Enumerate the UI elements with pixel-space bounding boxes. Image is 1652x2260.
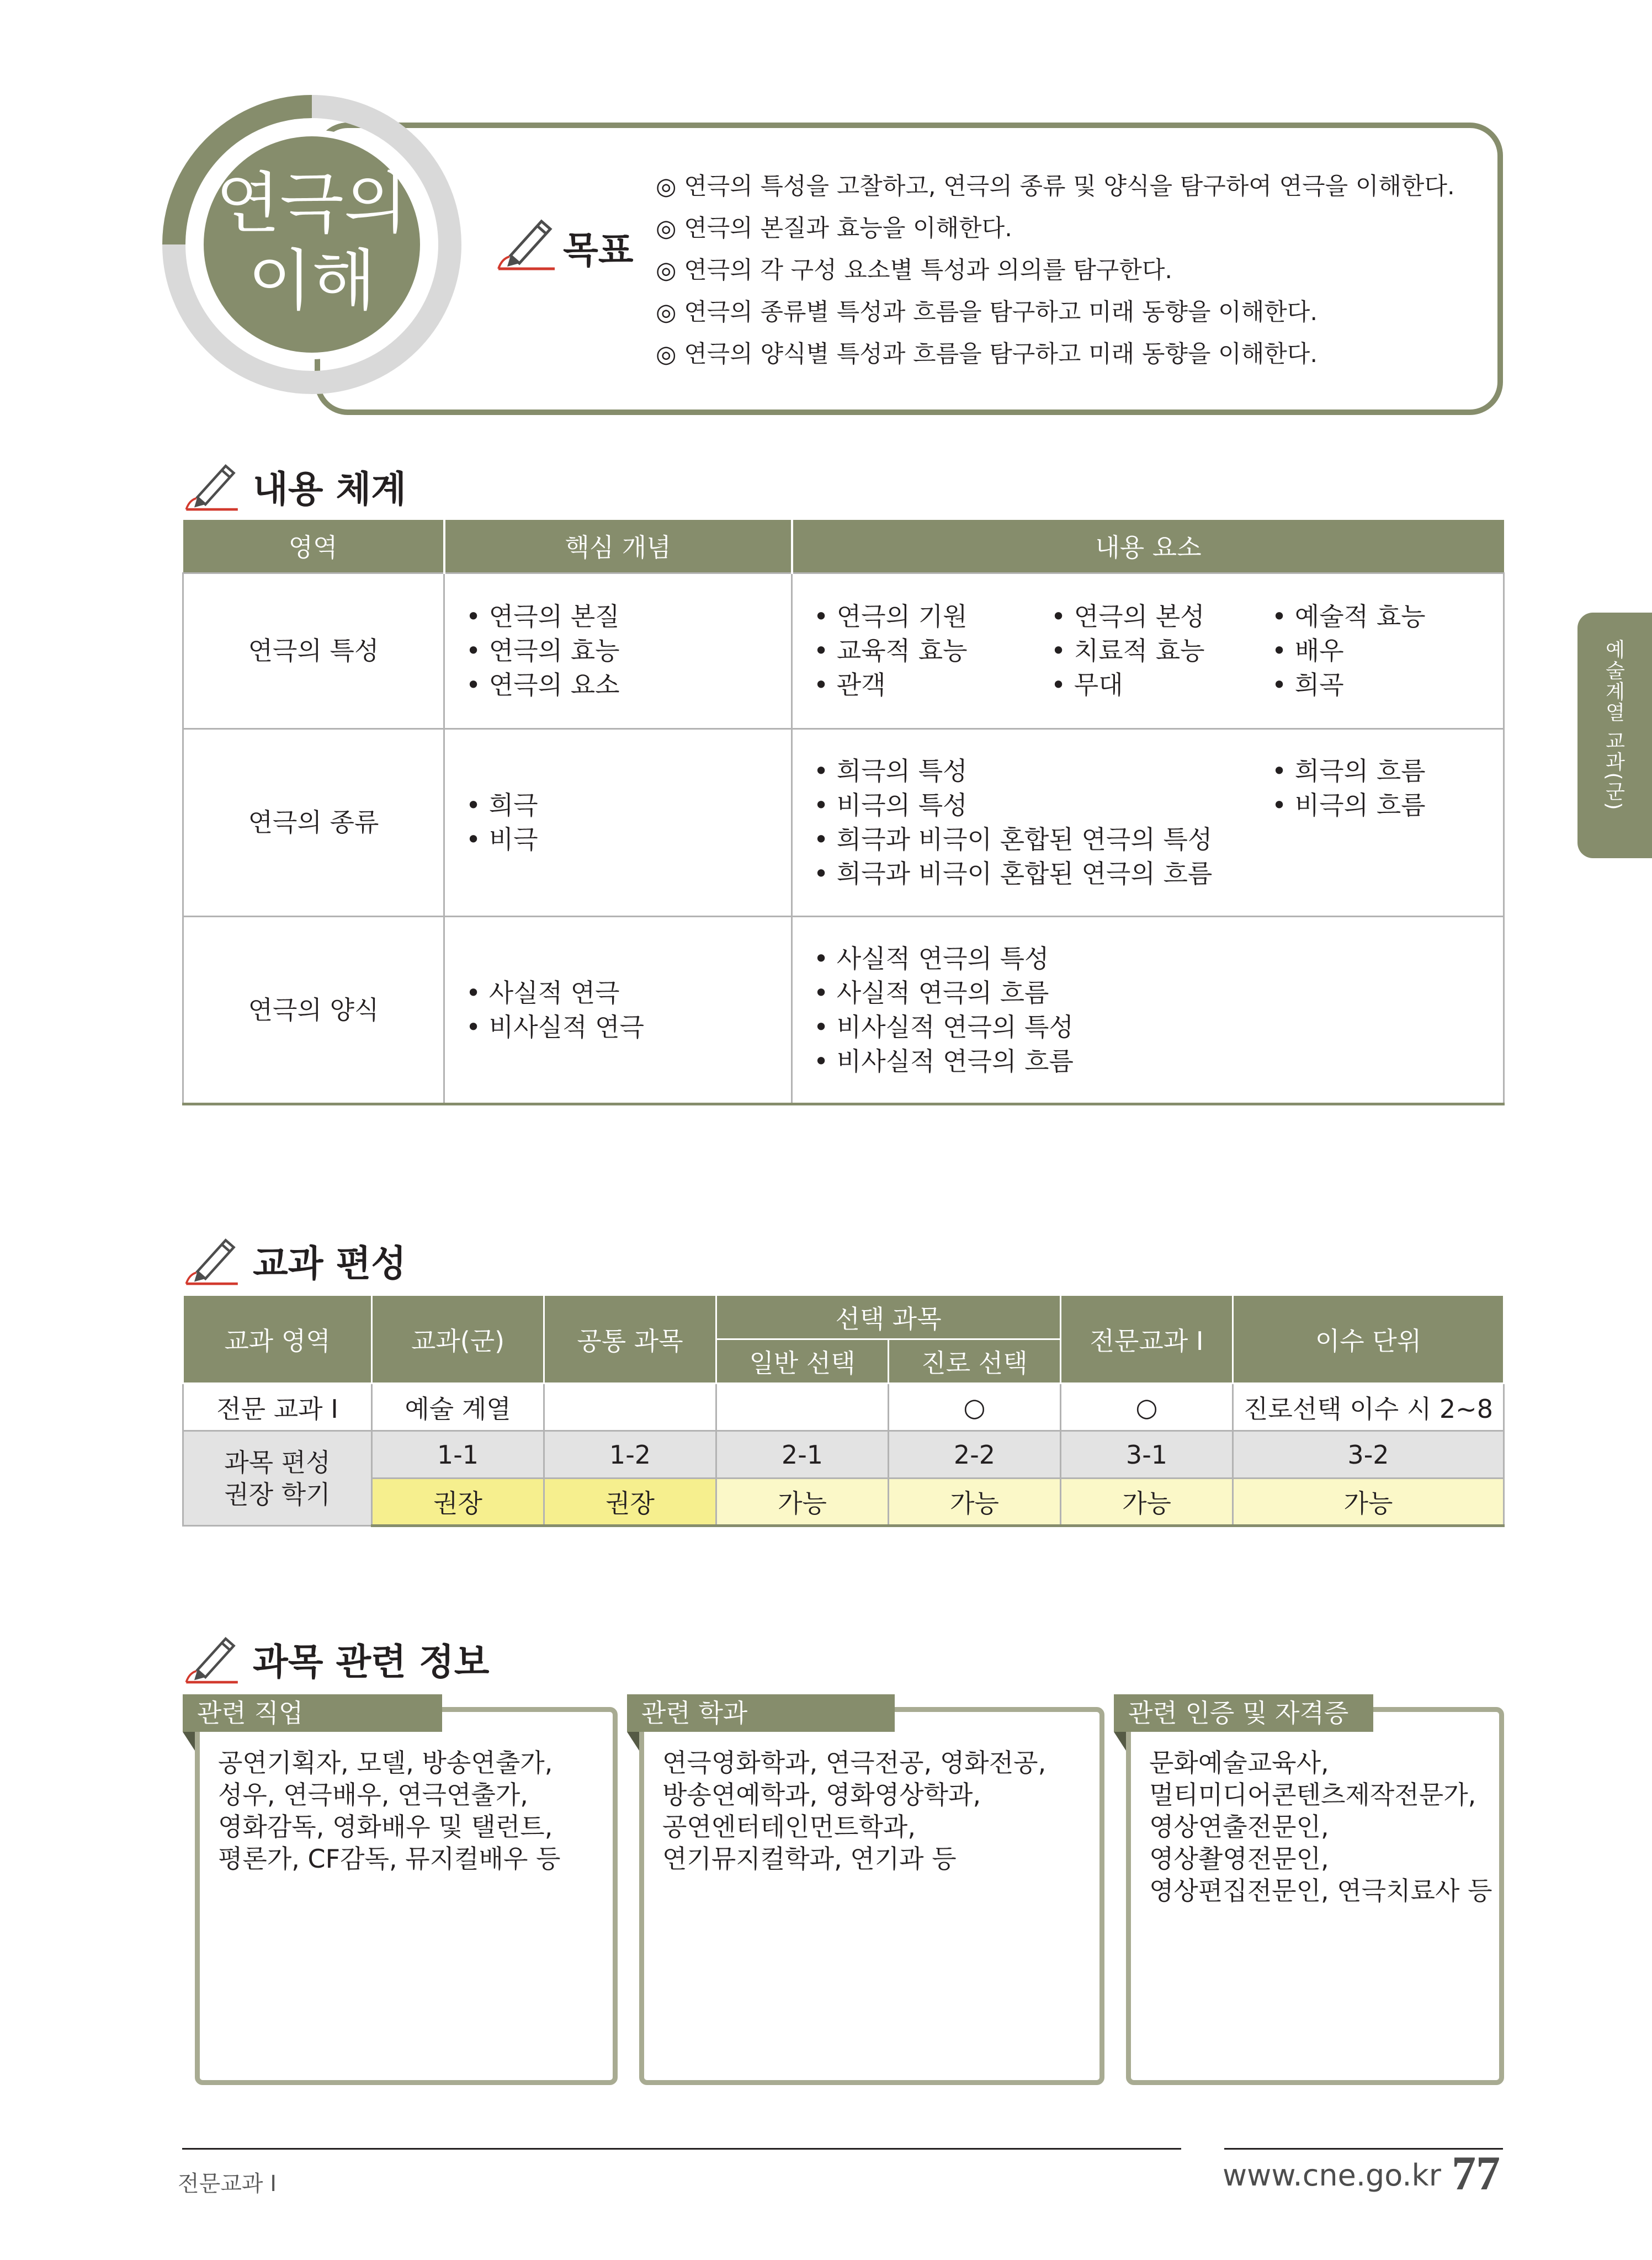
list-item: • 비사실적 연극의 흐름 (814, 1044, 1503, 1078)
info-line: 평론가, CF감독, 뮤지컬배우 등 (218, 1844, 561, 1874)
table-cell: 2-1 (716, 1431, 889, 1479)
area-cell: 연극의 종류 (183, 728, 444, 916)
list-item: • 희극과 비극이 혼합된 연극의 특성 (814, 822, 1272, 857)
table-row (183, 1431, 1504, 1479)
table-cell: 가능 (1061, 1479, 1233, 1526)
column-header: 교과(군) (372, 1295, 544, 1384)
subject-title (182, 166, 442, 320)
related-certs-tab: 관련 인증 및 자격증 (1114, 1694, 1373, 1732)
list-item: • 연극의 기원 (814, 599, 1051, 634)
table-cell (716, 1384, 889, 1431)
list-item: • 사실적 연극 (466, 976, 791, 1010)
goal-item: ◎ 연극의 각 구성 요소별 특성과 의의를 탐구한다. (656, 257, 1173, 284)
footer-section-label: 전문교과 Ⅰ (178, 2171, 277, 2197)
table-cell: 1-1 (372, 1431, 544, 1479)
table-cell: 가능 (889, 1479, 1061, 1526)
column-header: 공통 과목 (544, 1295, 716, 1384)
table-cell: 3-2 (1233, 1431, 1504, 1479)
list-item: • 비사실적 연극 (466, 1010, 791, 1044)
table-row (183, 728, 1504, 916)
table-row (183, 1479, 1504, 1526)
area-cell: 연극의 양식 (183, 916, 444, 1104)
info-line: 성우, 연극배우, 연극연출가, (218, 1780, 528, 1810)
pencil-icon (182, 455, 243, 516)
list-item: • 배우 (1272, 634, 1509, 668)
table-cell: 권장 (544, 1479, 716, 1526)
info-line: 연극영화학과, 연극전공, 영화전공, (662, 1748, 1047, 1778)
column-header: 핵심 개념 (444, 520, 792, 573)
column-header: 이수 단위 (1233, 1295, 1504, 1384)
table-cell: 예술 계열 (372, 1384, 544, 1431)
list-item: • 관객 (814, 668, 1051, 702)
list-item: • 연극의 요소 (466, 668, 791, 702)
tab-fold (1114, 1732, 1126, 1751)
title-line-1: 연극의 (216, 166, 408, 242)
goal-label: 목표 (563, 229, 634, 272)
column-header: 전문교과 I (1061, 1295, 1233, 1384)
goal-item: ◎ 연극의 양식별 특성과 흐름을 탐구하고 미래 동향을 이해한다. (656, 341, 1318, 368)
related-jobs-text (218, 1747, 561, 1875)
list-item: • 희곡 (1272, 668, 1509, 702)
related-departments-tab: 관련 학과 (627, 1694, 895, 1732)
list-item: • 희극 (466, 788, 791, 822)
section-title: 교과 편성 (253, 1242, 407, 1285)
list-item: • 연극의 본성 (1051, 599, 1272, 634)
info-line: 멀티미디어콘텐츠제작전문가, (1149, 1780, 1476, 1810)
goal-item: ◎ 연극의 종류별 특성과 흐름을 탐구하고 미래 동향을 이해한다. (656, 299, 1318, 326)
column-header: 교과 영역 (183, 1295, 372, 1384)
column-header: 일반 선택 (716, 1339, 889, 1384)
section-title: 과목 관련 정보 (253, 1640, 490, 1683)
table-cell (544, 1384, 716, 1431)
column-header: 진로 선택 (889, 1339, 1061, 1384)
pencil-icon (182, 1628, 243, 1689)
concepts-cell (444, 573, 792, 728)
column-header: 선택 과목 (716, 1295, 1061, 1339)
pencil-icon (182, 1230, 243, 1290)
list-item: • 희극의 특성 (814, 754, 1272, 788)
info-line: 방송연예학과, 영화영상학과, (662, 1780, 981, 1810)
list-item: • 연극의 본질 (466, 599, 791, 634)
list-item: • 비극 (466, 822, 791, 857)
info-line: 공연엔터테인먼트학과, (662, 1812, 916, 1842)
table-cell: 가능 (716, 1479, 889, 1526)
info-line: 영상편집전문인, 연극치료사 등 (1149, 1876, 1492, 1906)
list-item: • 연극의 효능 (466, 634, 791, 668)
goal-item: ◎ 연극의 특성을 고찰하고, 연극의 종류 및 양식을 탐구하여 연극을 이해한다. (656, 173, 1455, 200)
table-cell: 2-2 (889, 1431, 1061, 1479)
info-line: 영화감독, 영화배우 및 탤런트, (218, 1812, 553, 1842)
info-line: 공연기획자, 모델, 방송연출가, (218, 1748, 553, 1778)
section-title: 내용 체계 (253, 467, 407, 511)
table-cell: ○ (889, 1384, 1061, 1431)
content-system-table (182, 520, 1505, 1105)
list-item: • 비극의 흐름 (1272, 788, 1426, 822)
related-certs-text (1149, 1747, 1492, 1907)
list-item: • 사실적 연극의 특성 (814, 942, 1503, 976)
list-item: • 희극의 흐름 (1272, 754, 1426, 788)
table-row (183, 916, 1504, 1104)
list-item: • 희극과 비극이 혼합된 연극의 흐름 (814, 857, 1272, 891)
info-line: 연기뮤지컬학과, 연기과 등 (662, 1844, 957, 1874)
goal-item: ◎ 연극의 본질과 효능을 이해한다. (656, 215, 1012, 242)
curriculum-table (182, 1294, 1505, 1527)
list-item: • 무대 (1051, 668, 1272, 702)
column-header: 영역 (183, 520, 444, 573)
info-line: 문화예술교육사, (1149, 1748, 1329, 1778)
list-item: • 치료적 효능 (1051, 634, 1272, 668)
elements-cell (792, 916, 1504, 1104)
concepts-cell (444, 728, 792, 916)
footer-divider (182, 2148, 1181, 2150)
column-header: 내용 요소 (792, 520, 1504, 573)
table-row (183, 573, 1504, 728)
table-cell: 과목 편성 권장 학기 (183, 1431, 372, 1526)
list-item: • 사실적 연극의 흐름 (814, 976, 1503, 1010)
goal-list (656, 166, 1455, 375)
side-tab (1577, 613, 1652, 858)
related-info-heading (182, 1628, 490, 1689)
curriculum-heading (182, 1230, 406, 1290)
info-line: 영상연출전문인, (1149, 1812, 1329, 1842)
tab-fold (183, 1732, 195, 1751)
table-cell: ○ (1061, 1384, 1233, 1431)
area-cell: 연극의 특성 (183, 573, 444, 728)
list-item: • 예술적 효능 (1272, 599, 1509, 634)
side-tab-label: 예술계열 교과(군) (1602, 639, 1625, 811)
concepts-cell (444, 916, 792, 1104)
table-cell: 3-1 (1061, 1431, 1233, 1479)
related-jobs-tab: 관련 직업 (183, 1694, 442, 1732)
table-cell: 진로선택 이수 시 2~8 (1233, 1384, 1504, 1431)
table-cell: 1-2 (544, 1431, 716, 1479)
title-line-2: 이해 (248, 243, 376, 320)
footer-url[interactable]: www.cne.go.kr (1223, 2158, 1442, 2193)
list-item: • 교육적 효능 (814, 634, 1051, 668)
table-cell: 전문 교과 I (183, 1384, 372, 1431)
table-cell: 권장 (372, 1479, 544, 1526)
table-cell: 가능 (1233, 1479, 1504, 1526)
info-line: 영상촬영전문인, (1149, 1844, 1329, 1874)
content-system-heading (182, 455, 406, 516)
elements-cell (792, 573, 1504, 728)
pencil-icon (494, 212, 560, 273)
elements-cell (792, 728, 1504, 916)
list-item: • 비사실적 연극의 특성 (814, 1010, 1503, 1044)
table-row (183, 1384, 1504, 1431)
list-item: • 비극의 특성 (814, 788, 1272, 822)
page-number: 77 (1452, 2147, 1500, 2200)
related-departments-text (662, 1747, 1046, 1875)
tab-fold (627, 1732, 639, 1751)
